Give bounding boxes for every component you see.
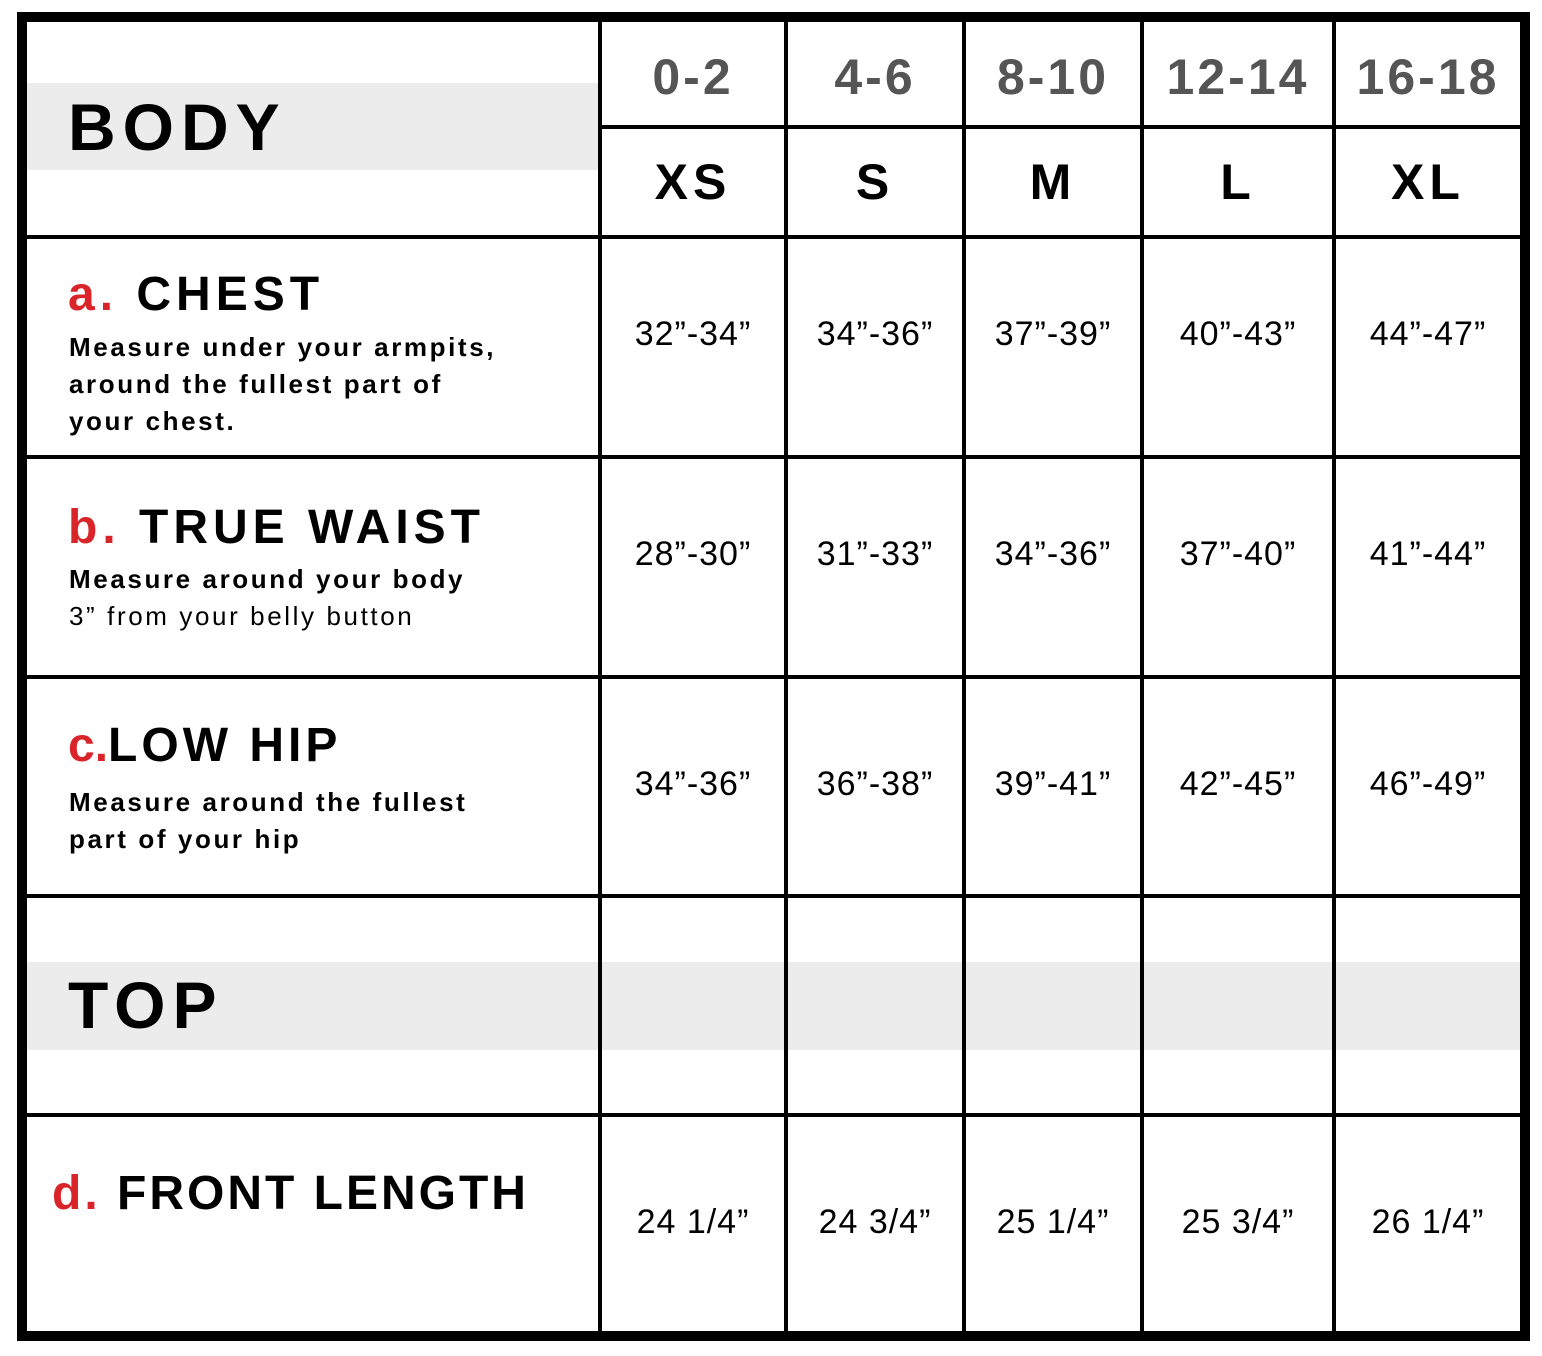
waist-description: Measure around your body 3” from your belly button: [69, 564, 466, 631]
waist-label: [68, 501, 485, 554]
front-length-value: 24 3/4”: [818, 1202, 932, 1241]
waist-value: 28”-30”: [634, 534, 752, 573]
front-length-value: 25 1/4”: [996, 1202, 1110, 1241]
chest-value: 40”-43”: [1179, 314, 1297, 353]
hip-value: 39”-41”: [994, 764, 1112, 803]
row-letter: b.: [68, 501, 121, 554]
top-section-title: TOP: [68, 968, 224, 1042]
chest-value: 44”-47”: [1369, 314, 1487, 353]
top-section-band: [27, 962, 1520, 1050]
hip-value: 34”-36”: [634, 764, 752, 803]
age-range-header: 12-14: [1166, 49, 1310, 105]
age-range-header: 16-18: [1356, 49, 1500, 105]
chest-value: 34”-36”: [816, 314, 934, 353]
size-header: XL: [1391, 154, 1465, 210]
body-section-title: BODY: [68, 90, 287, 164]
waist-value: 31”-33”: [816, 534, 934, 573]
waist-value: 34”-36”: [994, 534, 1112, 573]
size-header: L: [1220, 154, 1256, 210]
size-header: XS: [654, 154, 732, 210]
chest-value: 32”-34”: [634, 314, 752, 353]
age-range-header: 4-6: [834, 49, 916, 105]
front-length-value: 26 1/4”: [1371, 1202, 1485, 1241]
front-length-value: 24 1/4”: [636, 1202, 750, 1241]
row-letter: d.: [52, 1167, 101, 1220]
hip-description: Measure around the fullest part of your hip: [69, 787, 468, 854]
row-letter: a.: [68, 268, 119, 321]
size-header: M: [1029, 154, 1077, 210]
row-title: TRUE WAIST: [139, 501, 485, 554]
row-letter: c.: [68, 719, 109, 772]
row-title: FRONT LENGTH: [117, 1167, 529, 1220]
chest-label: [68, 268, 325, 321]
chest-description: Measure under your armpits, around the fullest part of your chest.: [69, 332, 497, 436]
age-range-header: 8-10: [996, 49, 1110, 105]
row-title: CHEST: [136, 268, 325, 321]
chest-value: 37”-39”: [994, 314, 1112, 353]
age-range-header: 0-2: [652, 49, 734, 105]
size-header: S: [855, 154, 895, 210]
front-length-label: [52, 1167, 529, 1220]
hip-value: 46”-49”: [1369, 764, 1487, 803]
waist-value: 37”-40”: [1179, 534, 1297, 573]
front-length-value: 25 3/4”: [1181, 1202, 1295, 1241]
hip-value: 42”-45”: [1179, 764, 1297, 803]
hip-label: [68, 719, 342, 772]
waist-value: 41”-44”: [1369, 534, 1487, 573]
hip-value: 36”-38”: [816, 764, 934, 803]
row-title: LOW HIP: [108, 719, 342, 772]
grid-line: [27, 894, 1520, 898]
